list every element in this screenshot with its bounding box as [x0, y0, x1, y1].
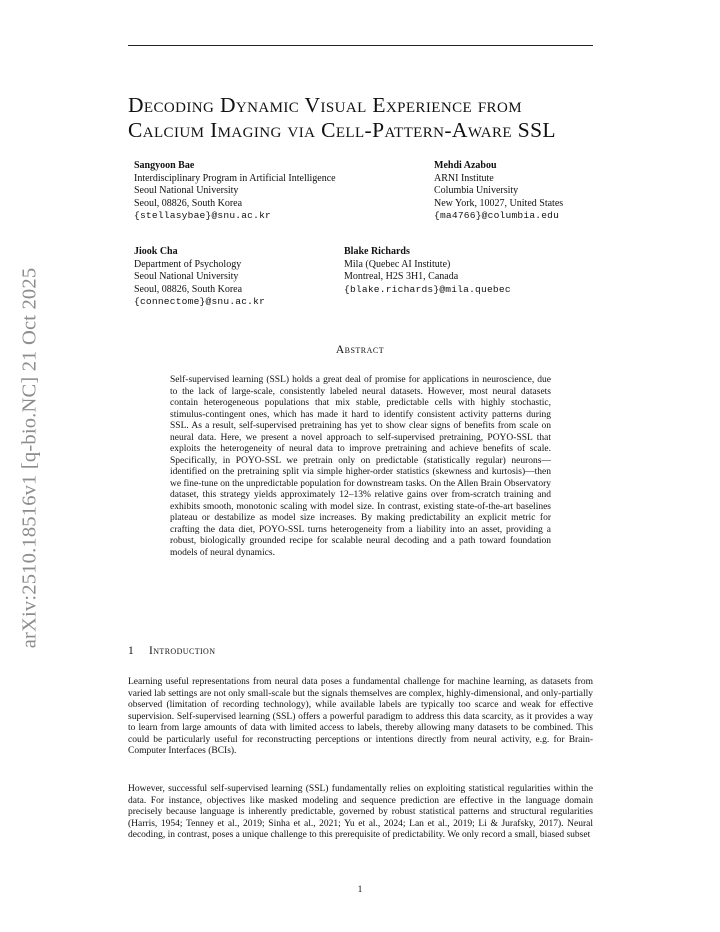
author-affiliation: Mila (Quebec AI Institute) [344, 258, 451, 270]
page-number: 1 [357, 885, 363, 895]
arxiv-identifier: arXiv:2510.18516v1 [q-bio.NC] 21 Oct 2025 [18, 267, 41, 649]
author-address: Seoul, 08826, South Korea [134, 197, 243, 209]
author-block-richards [344, 246, 511, 296]
author-name: Sangyoon Bae [134, 160, 195, 171]
section-heading [128, 645, 215, 657]
author-name: Mehdi Azabou [434, 160, 497, 171]
body-paragraph: However, successful self-supervised learning (SSL) fundamentally relies on exploiting statistical regularities within the data. For instance, objectives like masked modeling and sequence prediction are effective in the language domain precisely because language is inherently predictable, governed by robust statistical patterns and structural regularities (Harris, 1954; Tenney et al., 2019; Sinha et al., 2021; Yu et al., 2024; Lan et al., 2019; Li & Jurafsky, 2017). Neural decoding, in contrast, poses a unique challenge to this prerequisite of predictability. We only record a small, biased subset [128, 784, 593, 840]
title-line: Calcium Imaging via Cell-Pattern-Aware SSL [128, 118, 556, 142]
author-email: {stellasybae}@snu.ac.kr [134, 210, 272, 221]
author-email: {blake.richards}@mila.quebec [344, 283, 511, 295]
body-paragraph: Learning useful representations from neural data poses a fundamental challenge for machine learning, as datasets from varied lab settings are not only small-scale but the signals themselves are complex, highly-dimensional, and only-partially observed (limitation of recording technology), while available labels are typically too scarce and weak for effective supervision. Self-supervised learning (SSL) offers a powerful paradigm to address this data scarcity, as it provides a way to learn from large amounts of data with limited access to labels, thereby allowing many datasets to be combined. This could be particularly useful for reconstructing perceptions or intentions directly from neural activity, e.g. for Brain-Computer Interfaces (BCIs). [128, 677, 593, 756]
abstract-heading: Abstract [335, 344, 385, 356]
author-name: Blake Richards [344, 246, 410, 257]
author-affiliation: Seoul National University [134, 271, 239, 282]
title-line: Decoding Dynamic Visual Experience from [128, 93, 522, 117]
author-affiliation: Department of Psychology [134, 258, 242, 270]
section-number: 1 [128, 645, 135, 657]
top-rule [128, 45, 593, 46]
author-address: Seoul, 08826, South Korea [134, 283, 243, 295]
paper-title [128, 93, 608, 143]
author-affiliation: Columbia University [434, 185, 519, 196]
abstract-text: Self-supervised learning (SSL) holds a great deal of promise for applications in neuroscience, due to the lack of large-scale, consistently labeled neural datasets. However, most neural datasets contain heterogeneous populations that mix stable, predictable cells with highly stochastic, stimulus-contingent ones, which has made it hard to identify consistent activity patterns during SSL. As a result, self-supervised pretraining has yet to show clear signs of benefits from scale on neural data. Here, we present a novel approach to self-supervised pretraining, POYO-SSL that exploits the heterogeneity of neural data to improve pretraining and achieve benefits of scale. Specifically, in POYO-SSL we pretrain only on predictable (statistically regular) neurons—identified on the pretraining split via simple higher-order statistics (skewness and kurtosis)—then we fine-tune on the unpredictable population for downstream tasks. On the Allen Brain Observatory dataset, this strategy yields approximately 12–13% relative gains over from-scratch training and exhibits smooth, monotonic scaling with model size. In contrast, existing state-of-the-art baselines plateau or destabilize as model size increases. By making predictability an explicit metric for crafting the data diet, POYO-SSL turns heterogeneity from a liability into an asset, providing a robust, biologically grounded recipe for scalable neural decoding and a path toward foundation models of neural dynamics. [170, 375, 551, 558]
author-block-bae [134, 160, 336, 223]
author-block-cha [134, 246, 265, 309]
author-name: Jiook Cha [134, 246, 178, 257]
author-email: {ma4766}@columbia.edu [434, 210, 560, 221]
author-block-azabou [434, 160, 563, 223]
author-affiliation: Seoul National University [134, 185, 239, 196]
author-affiliation: Interdisciplinary Program in Artificial Intelligence [134, 172, 336, 184]
author-email: {connectome}@snu.ac.kr [134, 296, 266, 307]
section-title: Introduction [149, 645, 216, 657]
author-address: Montreal, H2S 3H1, Canada [344, 271, 459, 282]
author-address: New York, 10027, United States [434, 197, 564, 209]
author-affiliation: ARNI Institute [434, 172, 494, 184]
